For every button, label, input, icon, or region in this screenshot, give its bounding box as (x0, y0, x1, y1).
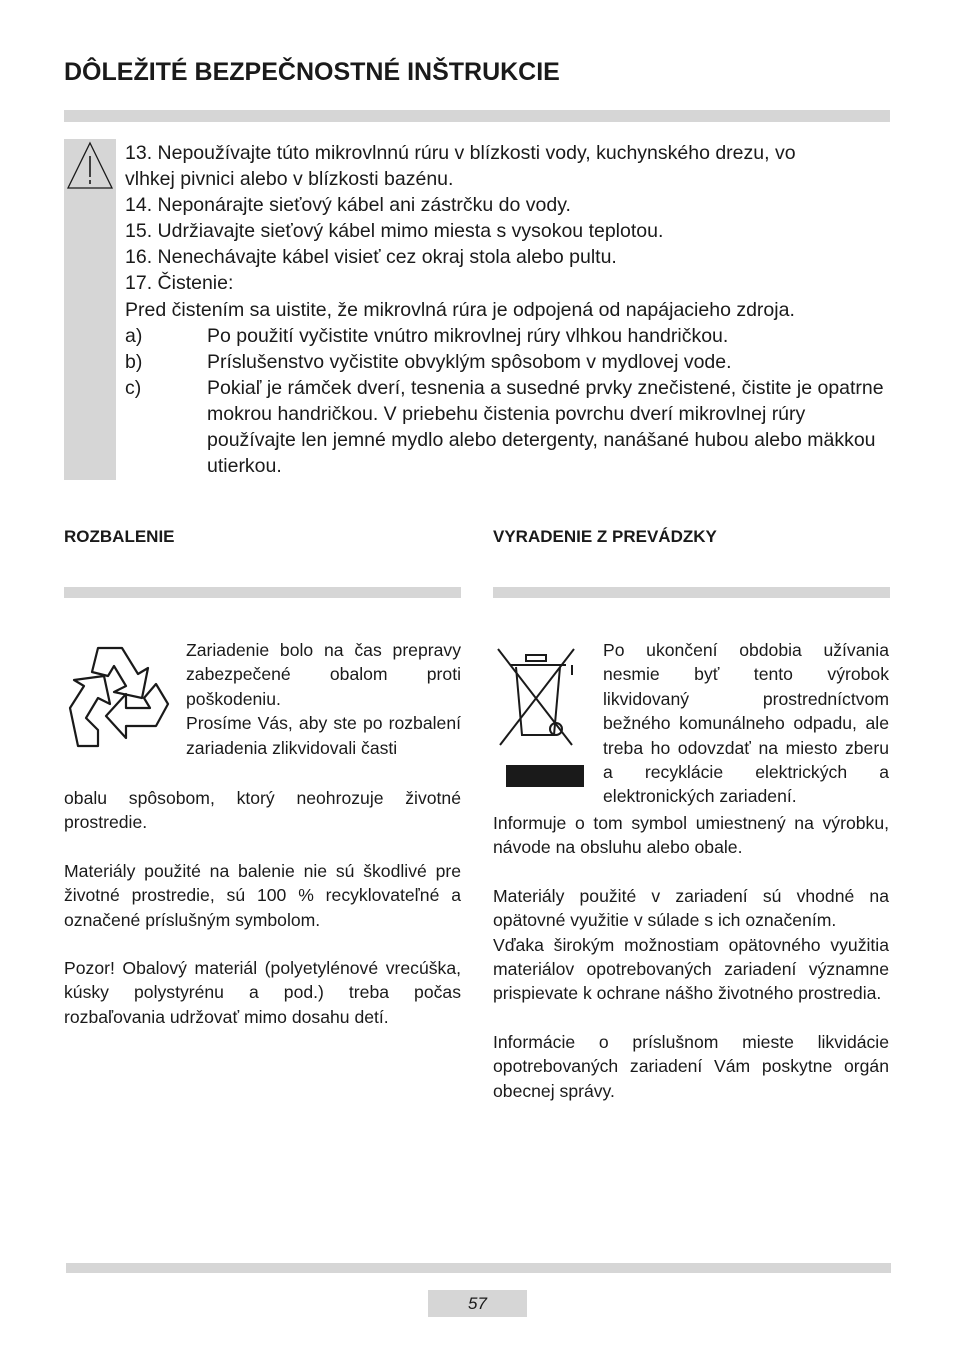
section-heading-disposal: VYRADENIE Z PREVÁDZKY (493, 527, 717, 546)
item-text: Príslušenstvo vyčistite obvyklým spôsobom v mydlovej vode. (207, 350, 732, 373)
paragraph: Vďaka širokým možnostiam opätovného využitia materiálov opotrebovaných zariadení významne prispievate k ochrane nášho životného prostredia. (493, 934, 889, 1004)
paragraph: Pozor! Obalový materiál (polyetylénové vrecúška, kúsky polystyrénu a pod.) treba počas rozbaľovania udržovať mimo dosahu detí. (64, 958, 461, 1027)
instruction-line: 15. Udržiavajte sieťový kábel mimo miesta s vysokou teplotou. (125, 220, 664, 243)
item-label: c) (125, 376, 142, 399)
paragraph: Informuje o tom symbol umiestnený na výrobku, návode na obsluhu alebo obale. (493, 813, 889, 858)
title-divider (64, 110, 890, 122)
page-number: 57 (428, 1290, 527, 1317)
bin-black-bar (506, 765, 584, 787)
section-divider (493, 587, 890, 598)
instruction-line: vlhkej pivnici alebo v blízkosti bazénu. (125, 168, 454, 191)
paragraph: Materiály použité na balenie nie sú škodlivé pre životné prostredie, sú 100 % recyklovateľné a označené príslušným symbolom. (64, 860, 461, 930)
warning-triangle-icon (66, 140, 114, 197)
cleaning-item (125, 323, 895, 349)
paragraph: Po ukončení obdobia užívania nesmie byť tento výrobok likvidovaný prostredníctvom bežného komunálneho odpadu, ale treba ho odovzdať na miesto zberu a recyklácie elektrických a elektronických zariadení. (603, 640, 889, 807)
paragraph: Informácie o príslušnom mieste likvidácie opotrebovaných zariadení Vám poskytne orgán obecnej správy. (493, 1031, 889, 1101)
safety-instructions (125, 140, 895, 479)
section-heading-unpacking: ROZBALENIE (64, 527, 175, 546)
item-label: a) (125, 324, 143, 347)
item-text: Pokiaľ je rámček dverí, tesnenia a susedné prvky znečistené, čistite je opatrne mokrou handričkou. V priebehu čistenia povrchu dverí mikrovlnej rúry používajte len jemné mydlo alebo detergenty, nanášané hubou alebo mäkkou utierkou. (207, 376, 884, 478)
item-label: b) (125, 350, 143, 373)
section-divider (64, 587, 461, 598)
crossed-out-wheelie-bin-icon (494, 645, 584, 794)
recycle-icon (64, 642, 172, 763)
disposal-text-beside-icon (603, 638, 889, 809)
item-text: Po použití vyčistite vnútro mikrovlnej rúry vlhkou handričkou. (207, 324, 729, 347)
instruction-line: Pred čistením sa uistite, že mikrovlná rúra je odpojená od napájacieho zdroja. (125, 298, 795, 321)
page-title: DÔLEŽITÉ BEZPEČNOSTNÉ INŠTRUKCIE (64, 58, 560, 86)
paragraph: Zariadenie bolo na čas prepravy zabezpečené obalom proti poškodeniu. (186, 640, 461, 709)
cleaning-item (125, 375, 895, 479)
instruction-line: 14. Neponárajte sieťový kábel ani zástrčku do vody. (125, 194, 571, 217)
unpacking-text-beside-icon (186, 638, 461, 760)
footer-divider (66, 1263, 891, 1273)
unpacking-text (64, 786, 461, 1029)
instruction-line: 16. Nenechávajte kábel visieť cez okraj stola alebo pultu. (125, 246, 617, 269)
disposal-text (493, 811, 889, 1103)
paragraph: Prosíme Vás, aby ste po rozbalení zariadenia zlikvidovali časti (186, 713, 461, 758)
instruction-line: 17. Čistenie: (125, 272, 234, 295)
cleaning-item (125, 349, 895, 375)
paragraph: Materiály použité v zariadení sú vhodné na opätovné využitie v súlade s ich označením. (493, 885, 889, 931)
instruction-line: 13. Nepoužívajte túto mikrovlnnú rúru v blízkosti vody, kuchynského drezu, vo (125, 142, 796, 164)
paragraph: obalu spôsobom, ktorý neohrozuje životné prostredie. (64, 788, 461, 833)
